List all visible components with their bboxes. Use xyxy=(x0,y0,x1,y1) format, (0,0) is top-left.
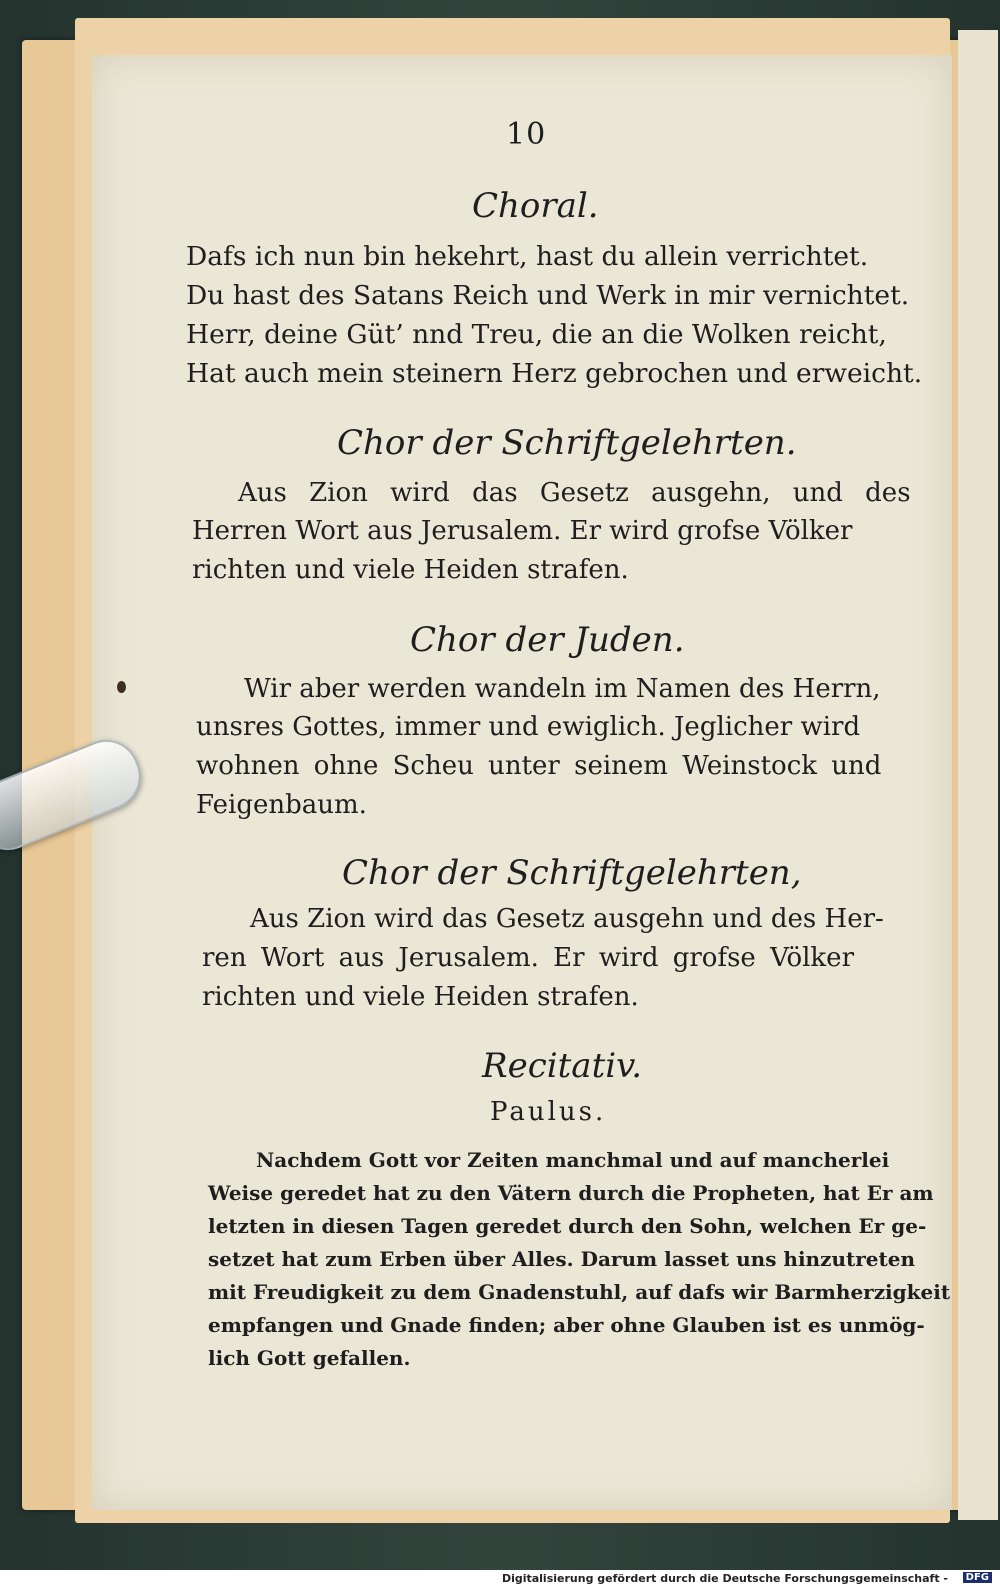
text-line: richten und viele Heiden strafen. xyxy=(192,555,629,585)
heading-chor-der-juden: Chor der Juden. xyxy=(410,620,685,660)
facing-page-edge xyxy=(958,30,998,1520)
text-line: Aus Zion wird das Gesetz ausgehn und des Her- xyxy=(250,904,884,934)
recitativ-line: mit Freudigkeit zu dem Gnadenstuhl, auf dafs wir Barmherzigkeit xyxy=(208,1280,951,1304)
speaker-name: Paulus. xyxy=(490,1097,607,1127)
text-line: Herren Wort aus Jerusalem. Er wird grofse Völker xyxy=(192,516,853,546)
recitativ-line: Weise geredet hat zu den Vätern durch die Propheten, hat Er am xyxy=(208,1181,934,1205)
heading-recitativ: Recitativ. xyxy=(482,1046,643,1086)
text-line: richten und viele Heiden strafen. xyxy=(202,982,639,1012)
choral-line: Dafs ich nun bin hekehrt, hast du allein verrichtet. xyxy=(186,241,869,272)
text-line: wohnen ohne Scheu unter seinem Weinstock und xyxy=(196,751,882,781)
text-line: ren Wort aus Jerusalem. Er wird grofse Völker xyxy=(202,943,854,973)
page-number: 10 xyxy=(506,117,547,152)
footer-credit: Digitalisierung gefördert durch die Deutsche Forschungsgemeinschaft - xyxy=(501,1572,948,1585)
heading-chor-schriftgelehrten: Chor der Schriftgelehrten, xyxy=(342,853,802,893)
choral-line: Herr, deine Güt’ nnd Treu, die an die Wolken reicht, xyxy=(186,319,887,350)
dfg-logo: DFG xyxy=(963,1572,992,1583)
text-line: unsres Gottes, immer und ewiglich. Jeglicher wird xyxy=(196,712,861,742)
choral-line: Du hast des Satans Reich und Werk in mir vernichtet. xyxy=(186,280,910,311)
footer-bar xyxy=(0,1570,1000,1588)
heading-choral: Choral. xyxy=(472,186,599,226)
recitativ-line: setzet hat zum Erben über Alles. Darum lasset uns hinzutreten xyxy=(208,1247,915,1271)
recitativ-line: lich Gott gefallen. xyxy=(208,1346,411,1370)
recitativ-line: letzten in diesen Tagen geredet durch den Sohn, welchen Er ge- xyxy=(208,1214,927,1238)
text-line: Wir aber werden wandeln im Namen des Herrn, xyxy=(244,674,881,704)
recitativ-line: empfangen und Gnade finden; aber ohne Glauben ist es unmög- xyxy=(208,1313,925,1337)
choral-line: Hat auch mein steinern Herz gebrochen und erweicht. xyxy=(186,358,923,389)
binding-hole xyxy=(117,681,126,693)
heading-chor-schriftgelehrten: Chor der Schriftgelehrten. xyxy=(337,423,797,463)
text-line: Feigenbaum. xyxy=(196,790,367,820)
recitativ-line: Nachdem Gott vor Zeiten manchmal und auf mancherlei xyxy=(256,1148,890,1172)
text-line: Aus Zion wird das Gesetz ausgehn, und des xyxy=(238,478,911,508)
